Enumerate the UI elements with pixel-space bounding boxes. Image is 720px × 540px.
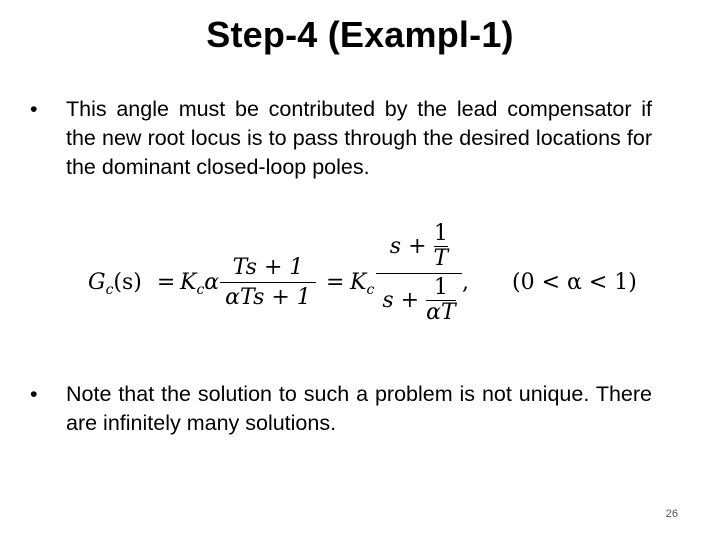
- bullet-item: [30, 95, 652, 182]
- equation-gain: $K_c\alpha$: [180, 270, 220, 298]
- bullet-marker: •: [30, 382, 38, 406]
- fraction-pole-zero: s + $\frac{1}{T}$ s + $\frac{1}{\alpha T}$: [376, 222, 462, 325]
- fraction-lead: Ts + 1 αTs + 1: [220, 255, 316, 310]
- equation-lhs: $G_c(s)$ =: [88, 270, 176, 298]
- equation-condition: (0 < α < 1): [512, 270, 637, 295]
- bullet-marker: •: [30, 97, 38, 121]
- equation-comma: ,: [462, 270, 469, 295]
- slide-title: Step-4 (Exampl-1): [206, 14, 514, 55]
- bullet-item: [30, 380, 652, 438]
- transfer-function-equation: [88, 222, 658, 350]
- page-number: 26: [665, 508, 678, 520]
- bullet-text: This angle must be contributed by the lead compensator if the new root locus is to pass through the desired locations for the dominant closed-loop poles.: [66, 97, 652, 179]
- equals-sign: =: [326, 270, 345, 295]
- equation-gain-2: $K_c$: [350, 270, 375, 298]
- bullet-text: Note that the solution to such a problem is not unique. There are infinitely many solutions.: [66, 382, 652, 435]
